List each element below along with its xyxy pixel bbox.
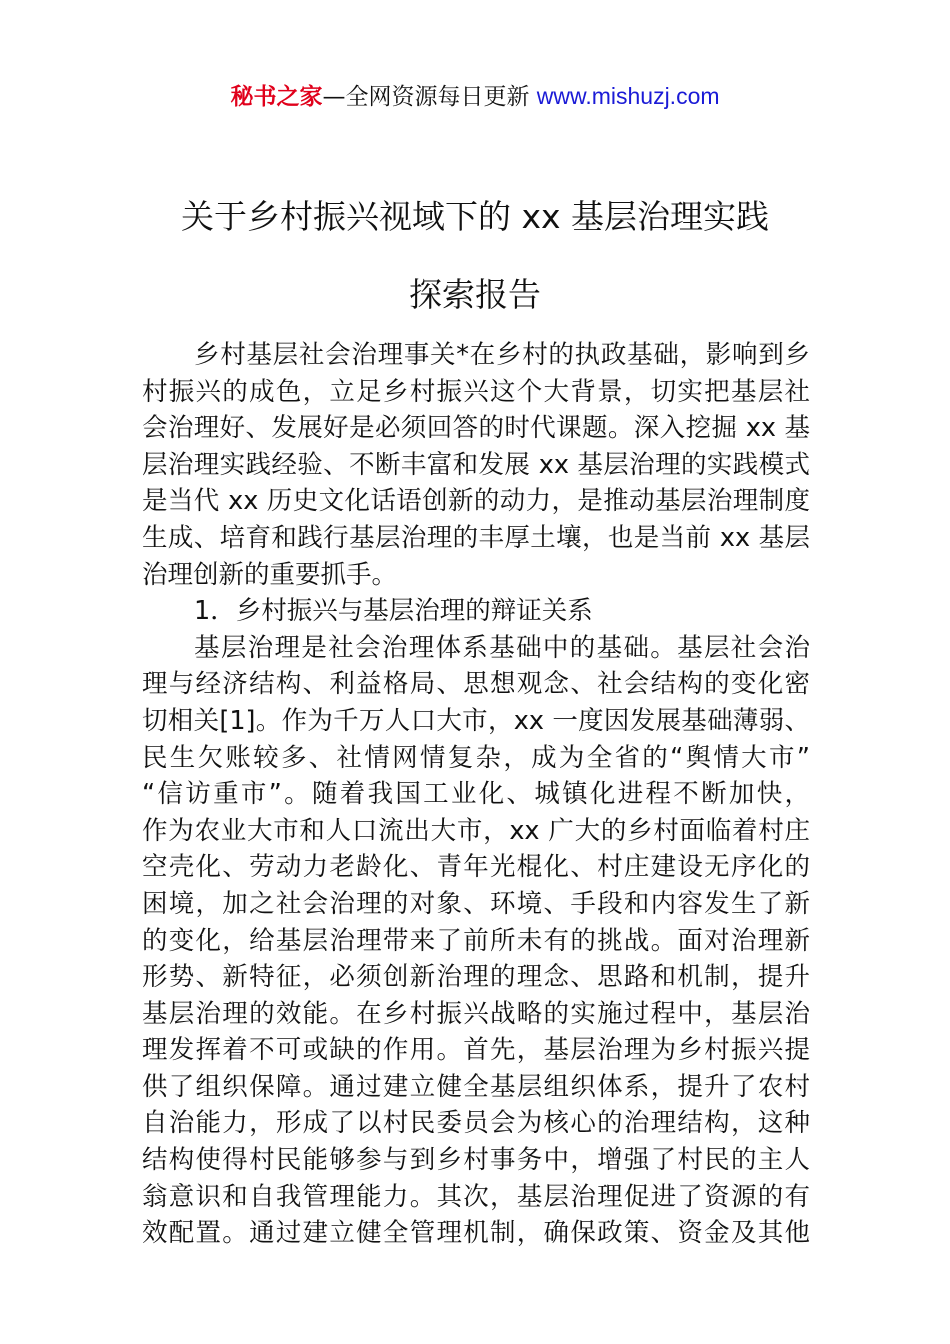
paragraph-line: 生成、培育和践行基层治理的丰厚土壤，也是当前 xx 基层 xyxy=(142,522,810,553)
title-line-1: 关于乡村振兴视域下的 xx 基层治理实践 xyxy=(180,197,770,236)
paragraph-line: 自治能力，形成了以村民委员会为核心的治理结构，这种 xyxy=(142,1108,810,1139)
paragraph-line: 效配置。通过建立健全管理机制，确保政策、资金及其他 xyxy=(142,1218,810,1249)
section-heading: 1．乡村振兴与基层治理的辩证关系 xyxy=(194,596,593,627)
site-slogan: —全网资源每日更新 xyxy=(322,84,537,110)
document-title xyxy=(0,178,950,334)
site-url-link[interactable]: www.mishuzj.com xyxy=(536,83,720,109)
paragraph-line: 切相关[1]。作为千万人口大市，xx 一度因发展基础薄弱、 xyxy=(142,705,810,736)
paragraph-line: 困境，加之社会治理的对象、环境、手段和内容发生了新 xyxy=(142,888,810,919)
paragraph-line: 作为农业大市和人口流出大市，xx 广大的乡村面临着村庄 xyxy=(142,815,810,846)
paragraph-line: 的变化，给基层治理带来了前所未有的挑战。面对治理新 xyxy=(142,925,810,956)
paragraph-line: 层治理实践经验、不断丰富和发展 xx 基层治理的实践模式 xyxy=(142,449,810,480)
paragraph-line: 治理创新的重要抓手。 xyxy=(142,559,398,590)
paragraph-line: 翁意识和自我管理能力。其次，基层治理促进了资源的有 xyxy=(142,1181,810,1212)
paragraph-line: 是当代 xx 历史文化话语创新的动力，是推动基层治理制度 xyxy=(142,486,810,517)
paragraph-line: “信访重市”。随着我国工业化、城镇化进程不断加快， xyxy=(142,779,810,810)
site-header xyxy=(0,80,950,113)
paragraph-line: 结构使得村民能够参与到乡村事务中，增强了村民的主人 xyxy=(142,1145,810,1176)
paragraph-line: 理与经济结构、利益格局、思想观念、社会结构的变化密 xyxy=(142,669,810,700)
paragraph-line: 乡村基层社会治理事关*在乡村的执政基础，影响到乡 xyxy=(194,340,810,370)
paragraph-line: 村振兴的成色，立足乡村振兴这个大背景，切实把基层社 xyxy=(142,376,810,407)
paragraph-line: 基层治理是社会治理体系基础中的基础。基层社会治 xyxy=(194,632,810,663)
paragraph-line: 理发挥着不可或缺的作用。首先，基层治理为乡村振兴提 xyxy=(142,1035,810,1066)
paragraph-line: 基层治理的效能。在乡村振兴战略的实施过程中，基层治 xyxy=(142,998,810,1029)
paragraph-line: 形势、新特征，必须创新治理的理念、思路和机制，提升 xyxy=(142,962,810,993)
paragraph-line: 供了组织保障。通过建立健全基层组织体系，提升了农村 xyxy=(142,1071,810,1102)
paragraph-line: 空壳化、劳动力老龄化、青年光棍化、村庄建设无序化的 xyxy=(142,852,810,883)
document-body xyxy=(142,337,810,1252)
title-line-2: 探索报告 xyxy=(409,275,541,314)
paragraph-line: 会治理好、发展好是必须回答的时代课题。深入挖掘 xx 基 xyxy=(142,413,810,444)
site-brand: 秘书之家 xyxy=(230,84,323,110)
paragraph-line: 民生欠账较多、社情网情复杂，成为全省的“舆情大市” xyxy=(142,742,810,773)
